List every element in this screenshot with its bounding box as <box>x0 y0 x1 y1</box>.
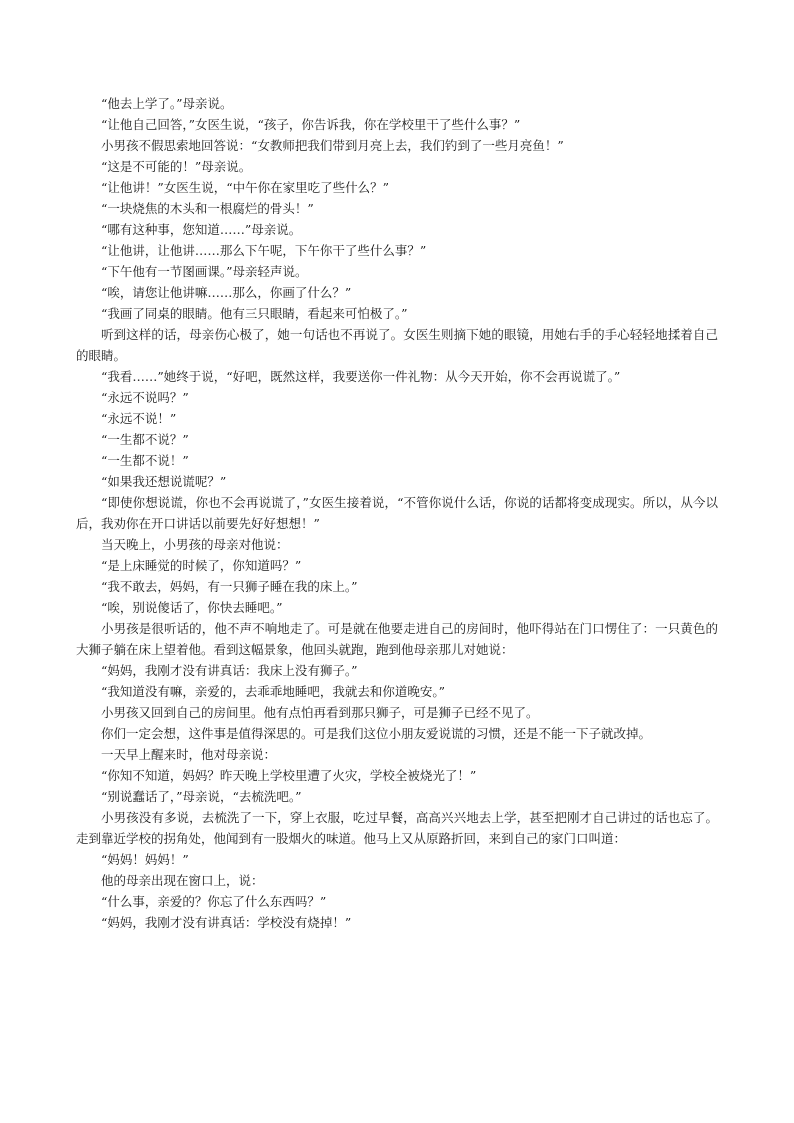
paragraph: 小男孩又回到自己的房间里。他有点怕再看到那只狮子，可是狮子已经不见了。 <box>101 705 539 720</box>
paragraph: “唉，请您让他讲嘛……那么，你画了什么？” <box>101 285 352 300</box>
paragraph: “一生都不说！” <box>101 453 189 468</box>
paragraph: “他去上学了。”母亲说。 <box>101 96 233 111</box>
paragraph: “永远不说！” <box>101 411 177 426</box>
paragraph: “我知道没有嘛，亲爱的，去乖乖地睡吧，我就去和你道晚安。” <box>101 684 446 699</box>
paragraph: “我看……”她终于说，“好吧，既然这样，我要送你一件礼物：从今天开始，你不会再说谎了。” <box>101 369 621 384</box>
paragraph: “你知不知道，妈妈？昨天晚上学校里遭了火灾，学校全被烧光了！” <box>101 768 477 783</box>
paragraph: “即使你想说谎，你也不会再说谎了，”女医生接着说，“不管你说什么话，你说的话都将变成现实。所以，从今以后，我劝你在开口讲话以前要先好好想想！” <box>76 495 718 531</box>
paragraph: “这是不可能的！”母亲说。 <box>101 159 252 174</box>
paragraph: “是上床睡觉的时候了，你知道吗？” <box>101 558 302 573</box>
paragraph: “一生都不说？” <box>101 432 189 447</box>
paragraph: 听到这样的话，母亲伤心极了，她一句话也不再说了。女医生则摘下她的眼镜，用她右手的手心轻轻地揉着自己的眼睛。 <box>76 327 718 363</box>
paragraph: 当天晚上，小男孩的母亲对他说： <box>101 537 289 552</box>
paragraph: “我画了同桌的眼睛。他有三只眼睛，看起来可怕极了。” <box>101 306 408 321</box>
paragraph: “妈妈，我刚才没有讲真话：学校没有烧掉！” <box>101 915 352 930</box>
paragraph: “唉，别说傻话了，你快去睡吧。” <box>101 600 283 615</box>
paragraph: “下午他有一节图画课。”母亲轻声说。 <box>101 264 308 279</box>
paragraph: “让他讲，让他讲……那么下午呢，下午你干了些什么事？” <box>101 243 427 258</box>
paragraph: “什么事，亲爱的？你忘了什么东西吗？” <box>101 894 327 909</box>
paragraph: “妈妈，我刚才没有讲真话：我床上没有狮子。” <box>101 663 358 678</box>
paragraph: “妈妈！妈妈！” <box>101 852 189 867</box>
paragraph: “我不敢去，妈妈，有一只狮子睡在我的床上。” <box>101 579 358 594</box>
paragraph: 一天早上醒来时，他对母亲说： <box>101 747 277 762</box>
paragraph: “如果我还想说谎呢？” <box>101 474 227 489</box>
story-text <box>76 93 718 933</box>
paragraph: 他的母亲出现在窗口上，说： <box>101 873 264 888</box>
paragraph: “永远不说吗？” <box>101 390 189 405</box>
paragraph: “别说蠢话了，”母亲说，“去梳洗吧。” <box>101 789 302 804</box>
paragraph: 小男孩没有多说，去梳洗了一下，穿上衣服，吃过早餐，高高兴兴地去上学，甚至把刚才自己讲过的话也忘了。走到靠近学校的拐角处，他闻到有一股烟火的味道。他马上又从原路折回，来到自己的家门口叫道： <box>76 810 718 846</box>
paragraph: “让他讲！”女医生说，“中午你在家里吃了些什么？” <box>101 180 390 195</box>
paragraph: “让他自己回答，”女医生说，“孩子，你告诉我，你在学校里干了些什么事？” <box>101 117 521 132</box>
paragraph: 小男孩是很听话的，他不声不响地走了。可是就在他要走进自己的房间时，他吓得站在门口愣住了：一只黄色的大狮子躺在床上望着他。看到这幅景象，他回头就跑，跑到他母亲那儿对她说： <box>76 621 718 657</box>
paragraph: “哪有这种事，您知道……”母亲说。 <box>101 222 302 237</box>
paragraph: “一块烧焦的木头和一根腐烂的骨头！” <box>101 201 314 216</box>
paragraph: 小男孩不假思索地回答说：“女教师把我们带到月亮上去，我们钓到了一些月亮鱼！” <box>101 138 564 153</box>
paragraph: 你们一定会想，这件事是值得深思的。可是我们这位小朋友爱说谎的习惯，还是不能一下子就改掉。 <box>101 726 652 741</box>
